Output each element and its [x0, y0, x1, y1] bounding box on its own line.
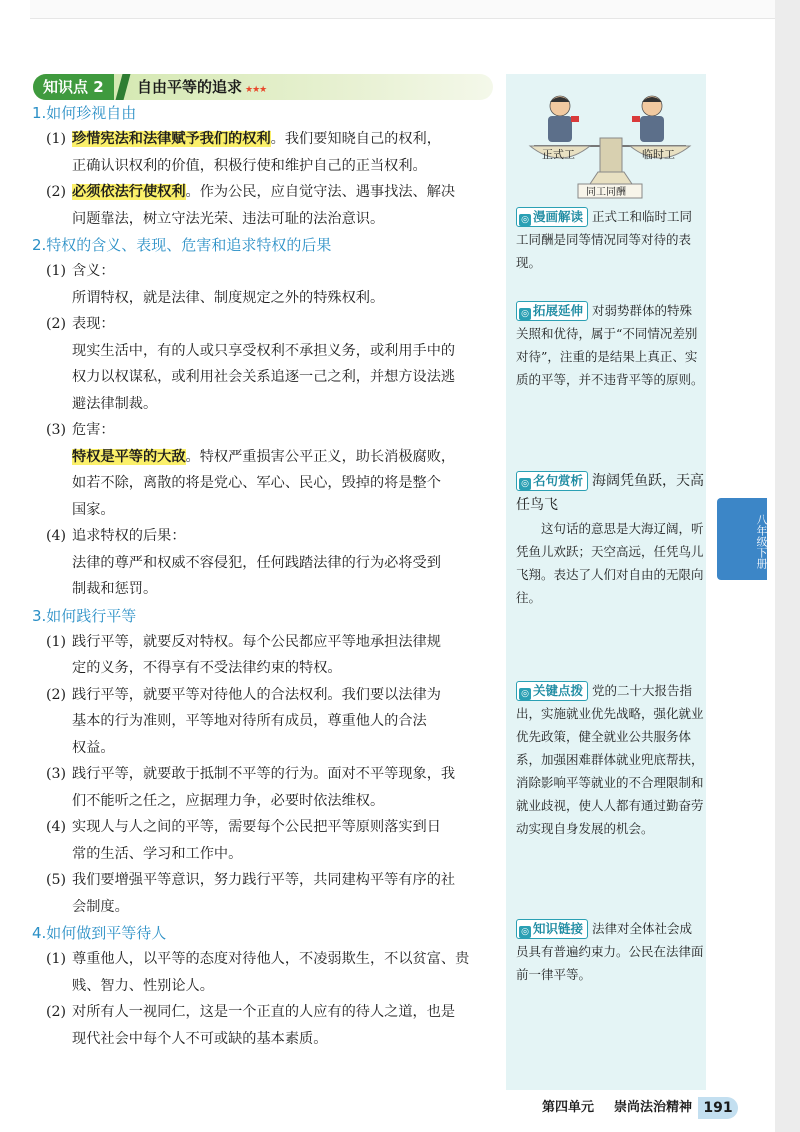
item-label: 追求特权的后果：: [72, 528, 186, 544]
note-text: 党的二十大报告指出，实施就业优先战略，强化就业优先政策，健全就业公共服务体系，加强困难群体就业兜底帮扶，消除影响平等就业的不合理限制和就业歧视，使人人都有通过勤奋劳动实现自身发展的机会。: [516, 683, 704, 836]
item-text-cont: 问题靠法，树立守法光荣、违法可耻的法治意识。: [72, 210, 385, 227]
note-tag-label: 名句赏析: [533, 473, 584, 488]
list-item: [30, 417, 500, 444]
list-item: [30, 523, 500, 550]
tag-icon: ◎: [519, 478, 531, 490]
list-item: [30, 867, 500, 920]
section-heading: 3.如何践行平等: [32, 606, 137, 625]
sidebar-note-quote: [516, 469, 704, 609]
sidebar-note-knowledge-link: [516, 917, 704, 986]
item-text: [72, 179, 500, 206]
list-item: [30, 179, 500, 232]
left-pan-label: 正式工: [542, 148, 575, 161]
item-text: 实现人与人之间的平等，需要每个公民把平等原则落实到日: [72, 819, 441, 835]
sidebar-note-comic: [516, 205, 704, 274]
famous-quote: 海阔凭鱼跃，天高任鸟飞: [516, 473, 705, 513]
item-label: 表现：: [72, 316, 115, 332]
tag-icon: ◎: [519, 688, 531, 700]
note-tag-label: 关键点拨: [533, 683, 584, 698]
item-text: 定的义务，不得享有不受法律约束的特权。: [72, 660, 342, 676]
item-text: 贱、智力、性别论人。: [72, 977, 214, 994]
item-text: 制裁和惩罚。: [72, 581, 158, 597]
footer-chapter: 崇尚法治精神: [614, 1100, 693, 1115]
section-heading: 1.如何珍视自由: [32, 104, 137, 122]
list-item: [30, 258, 500, 285]
note-tag-label: 漫画解读: [533, 209, 584, 224]
list-item: [30, 629, 500, 682]
item-text: 基本的行为准则，平等地对待所有成员，尊重他人的合法: [72, 713, 427, 729]
tag-icon: ◎: [519, 308, 531, 320]
tag-icon: ◎: [519, 214, 531, 226]
item-text: 践行平等，就要平等对待他人的合法权利。我们要以法律为: [72, 686, 441, 703]
scale-caption: 同工同酬: [586, 187, 626, 198]
list-item: [30, 126, 500, 179]
item-number: (1): [46, 263, 67, 279]
section-heading: 2.特权的含义、表现、危害和追求特权的后果: [32, 236, 332, 254]
knowledge-point-banner: [33, 74, 493, 100]
list-item: [30, 761, 500, 814]
highlighted-text: 珍惜宪法和法律赋予我们的权利: [72, 131, 271, 147]
item-number: (4): [46, 819, 67, 835]
list-item: [30, 814, 500, 867]
item-text: 常的生活、学习和工作中。: [72, 845, 243, 862]
item-text: 们不能听之任之，应据理力争，必要时依法维权。: [72, 792, 385, 809]
tag-icon: ◎: [519, 926, 531, 938]
page-top-edge: [30, 0, 775, 19]
section-heading: 4.如何做到平等待人: [32, 924, 167, 942]
main-content: [30, 100, 500, 1052]
item-text: [30, 444, 500, 471]
note-tag: [516, 919, 588, 939]
importance-stars-icon: ★★★: [245, 85, 267, 95]
note-tag-label: 知识链接: [533, 921, 584, 936]
item-text: 践行平等，就要敢于抵制不平等的行为。面对不平等现象，我: [72, 766, 456, 782]
list-item: [30, 311, 500, 338]
item-text: 现代社会中每个人不可或缺的基本素质。: [72, 1030, 328, 1047]
item-number: (2): [46, 1004, 67, 1020]
sidebar-note-key-point: [516, 679, 704, 840]
item-text: 对所有人一视同仁，这是一个正直的人应有的待人之道，也是: [72, 1004, 456, 1020]
item-text: 我们要增强平等意识，努力践行平等，共同建构平等有序的社: [72, 872, 456, 888]
list-item: [30, 946, 500, 999]
item-number: (1): [46, 131, 67, 147]
item-number: (4): [46, 528, 67, 544]
page-footer: [512, 1097, 762, 1119]
item-text: 权力以权谋私，或利用社会关系追逐一己之利，并想方设法逃: [72, 369, 456, 385]
item-text: 如若不除，离散的将是党心、军心、民心，毁掉的将是整个: [72, 475, 441, 491]
item-text-tail: 。我们要知晓自己的权利，: [270, 131, 441, 147]
note-text: 对弱势群体的特殊关照和优待，属于“不同情况差别对待”，注重的是结果上真正、实质的平等，并不违背平等的原则。: [516, 303, 704, 387]
item-text-cont: 正确认识权利的价值，积极行使和维护自己的正当权利。: [72, 157, 427, 174]
knowledge-point-title: [137, 74, 266, 103]
worker-left-figure: [548, 96, 579, 142]
item-text-tail: 。特权严重损害公平正义，助长消极腐败，: [185, 448, 456, 465]
banner-divider: [116, 74, 131, 100]
grade-side-tab: 八年级下册: [717, 498, 767, 580]
item-text: 会制度。: [72, 898, 129, 915]
item-number: (2): [46, 184, 67, 200]
list-item: [30, 682, 500, 762]
item-text: 国家。: [72, 501, 115, 518]
page-right-strip: [775, 0, 800, 1132]
section-title: 自由平等的追求: [137, 78, 243, 96]
item-number: (2): [46, 316, 67, 332]
item-label: 含义：: [72, 263, 115, 279]
item-text-tail: 。作为公民，应自觉守法、遇事找法、解决: [185, 184, 456, 200]
item-text: 权益。: [72, 739, 115, 756]
item-number: (1): [46, 633, 67, 650]
list-item: [30, 999, 500, 1052]
item-text: 法律的尊严和权威不容侵犯，任何践踏法律的行为必将受到: [72, 554, 441, 571]
item-label: 危害：: [72, 422, 115, 438]
note-tag: [516, 207, 588, 227]
right-pan-label: 临时工: [642, 148, 675, 161]
footer-unit: 第四单元: [542, 1100, 595, 1115]
note-tag: [516, 471, 588, 491]
item-number: (3): [46, 422, 67, 438]
item-number: (5): [46, 872, 67, 888]
item-number: (3): [46, 766, 67, 782]
note-tag-label: 拓展延伸: [533, 303, 584, 318]
sidebar-note-extension: [516, 299, 704, 391]
balance-scale-cartoon: [520, 90, 700, 202]
page-number: 191: [698, 1097, 738, 1119]
note-text: 这句话的意思是大海辽阔，听凭鱼儿欢跃；天空高远，任凭鸟儿飞翔。表达了人们对自由的无限向往。: [516, 521, 704, 605]
item-number: (1): [46, 951, 67, 967]
note-text: 法律对全体社会成员具有普遍约束力。公民在法律面前一律平等。: [516, 921, 704, 982]
highlighted-text: 特权是平等的大敌: [72, 448, 186, 465]
knowledge-point-tag: 知识点 2: [33, 74, 114, 100]
item-text: 践行平等，就要反对特权。每个公民都应平等地承担法律规: [72, 633, 441, 650]
item-text: 所谓特权，就是法律、制度规定之外的特殊权利。: [72, 289, 385, 306]
worker-right-figure: [632, 96, 664, 142]
note-tag: [516, 681, 588, 701]
item-text: [72, 126, 500, 153]
item-text: 避法律制裁。: [72, 395, 158, 412]
item-text: 现实生活中，有的人或只享受权利不承担义务，或利用手中的: [72, 342, 456, 359]
note-text: 正式工和临时工同工同酬是同等情况同等对待的表现。: [516, 209, 693, 270]
note-tag: [516, 301, 588, 321]
item-text: 尊重他人，以平等的态度对待他人，不凌弱欺生，不以贫富、贵: [72, 951, 470, 967]
highlighted-text: 必须依法行使权利: [72, 184, 186, 200]
item-number: (2): [46, 686, 67, 703]
